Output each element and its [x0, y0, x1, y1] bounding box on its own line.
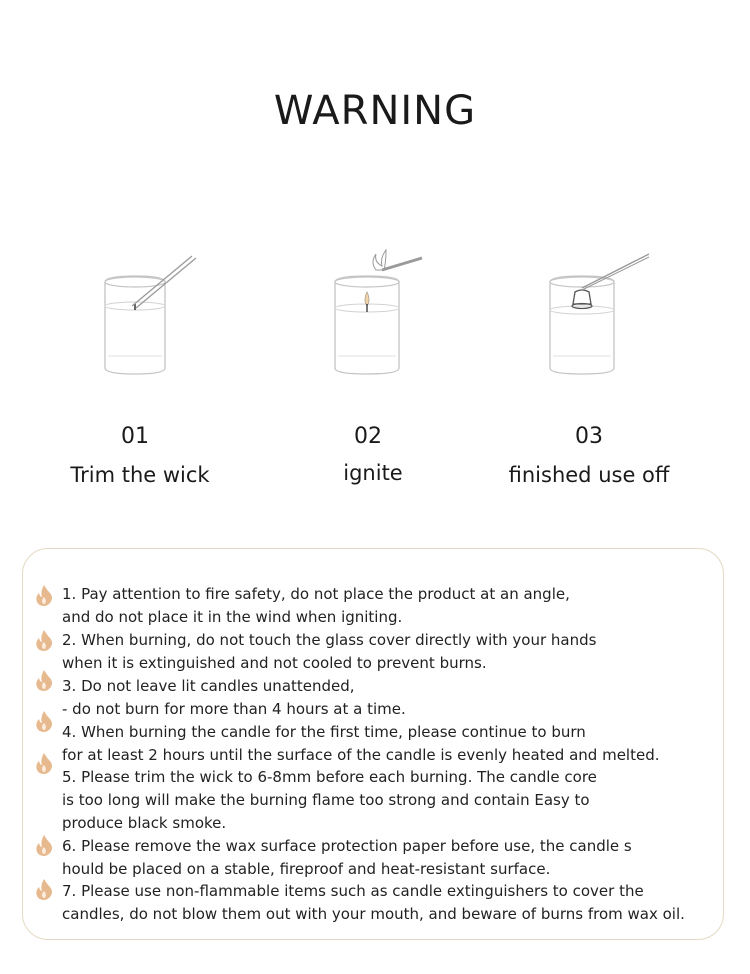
tip-line: - do not burn for more than 4 hours at a time.: [62, 700, 406, 718]
candle-snuff-icon: [545, 248, 655, 380]
step-3-label: finished use off: [508, 463, 670, 487]
flame-icon: [33, 584, 55, 606]
step-1-number: 01: [121, 424, 149, 449]
tip-line: 3. Do not leave lit candles unattended,: [62, 677, 355, 695]
tip-line: is too long will make the burning flame too strong and contain Easy to: [62, 791, 590, 809]
step-1: [100, 250, 200, 380]
tip-line: 7. Please use non-flammable items such as candle extinguishers to cover the: [62, 882, 644, 900]
flame-icon: [33, 752, 55, 774]
flame-icon: [33, 710, 55, 732]
tip-line: 5. Please trim the wick to 6-8mm before each burning. The candle core: [62, 768, 597, 786]
flame-icon: [33, 878, 55, 900]
tip-line: candles, do not blow them out with your mouth, and beware of burns from wax oil.: [62, 905, 685, 923]
tip-line: produce black smoke.: [62, 814, 227, 832]
tip-line: 6. Please remove the wax surface protection paper before use, the candle s: [62, 837, 632, 855]
step-1-label: Trim the wick: [70, 463, 210, 487]
candle-trim-icon: [100, 250, 200, 380]
step-2: [330, 240, 430, 380]
step-3-number: 03: [575, 424, 603, 449]
step-3: [545, 248, 655, 380]
step-2-number: 02: [354, 424, 382, 449]
step-2-label: ignite: [343, 461, 403, 485]
flame-icon: [33, 669, 55, 691]
tip-line: 2. When burning, do not touch the glass cover directly with your hands: [62, 631, 597, 649]
tip-line: and do not place it in the wind when igniting.: [62, 608, 403, 626]
page-title: WARNING: [273, 88, 477, 134]
candle-ignite-icon: [330, 240, 430, 380]
tip-line: when it is extinguished and not cooled to prevent burns.: [62, 654, 487, 672]
tip-line: for at least 2 hours until the surface of the candle is evenly heated and melted.: [62, 746, 660, 764]
flame-icon: [33, 834, 55, 856]
flame-icon: [33, 629, 55, 651]
tip-line: hould be placed on a stable, fireproof and heat-resistant surface.: [62, 860, 551, 878]
tip-line: 4. When burning the candle for the first time, please continue to burn: [62, 723, 586, 741]
tip-line: 1. Pay attention to fire safety, do not place the product at an angle,: [62, 585, 570, 603]
